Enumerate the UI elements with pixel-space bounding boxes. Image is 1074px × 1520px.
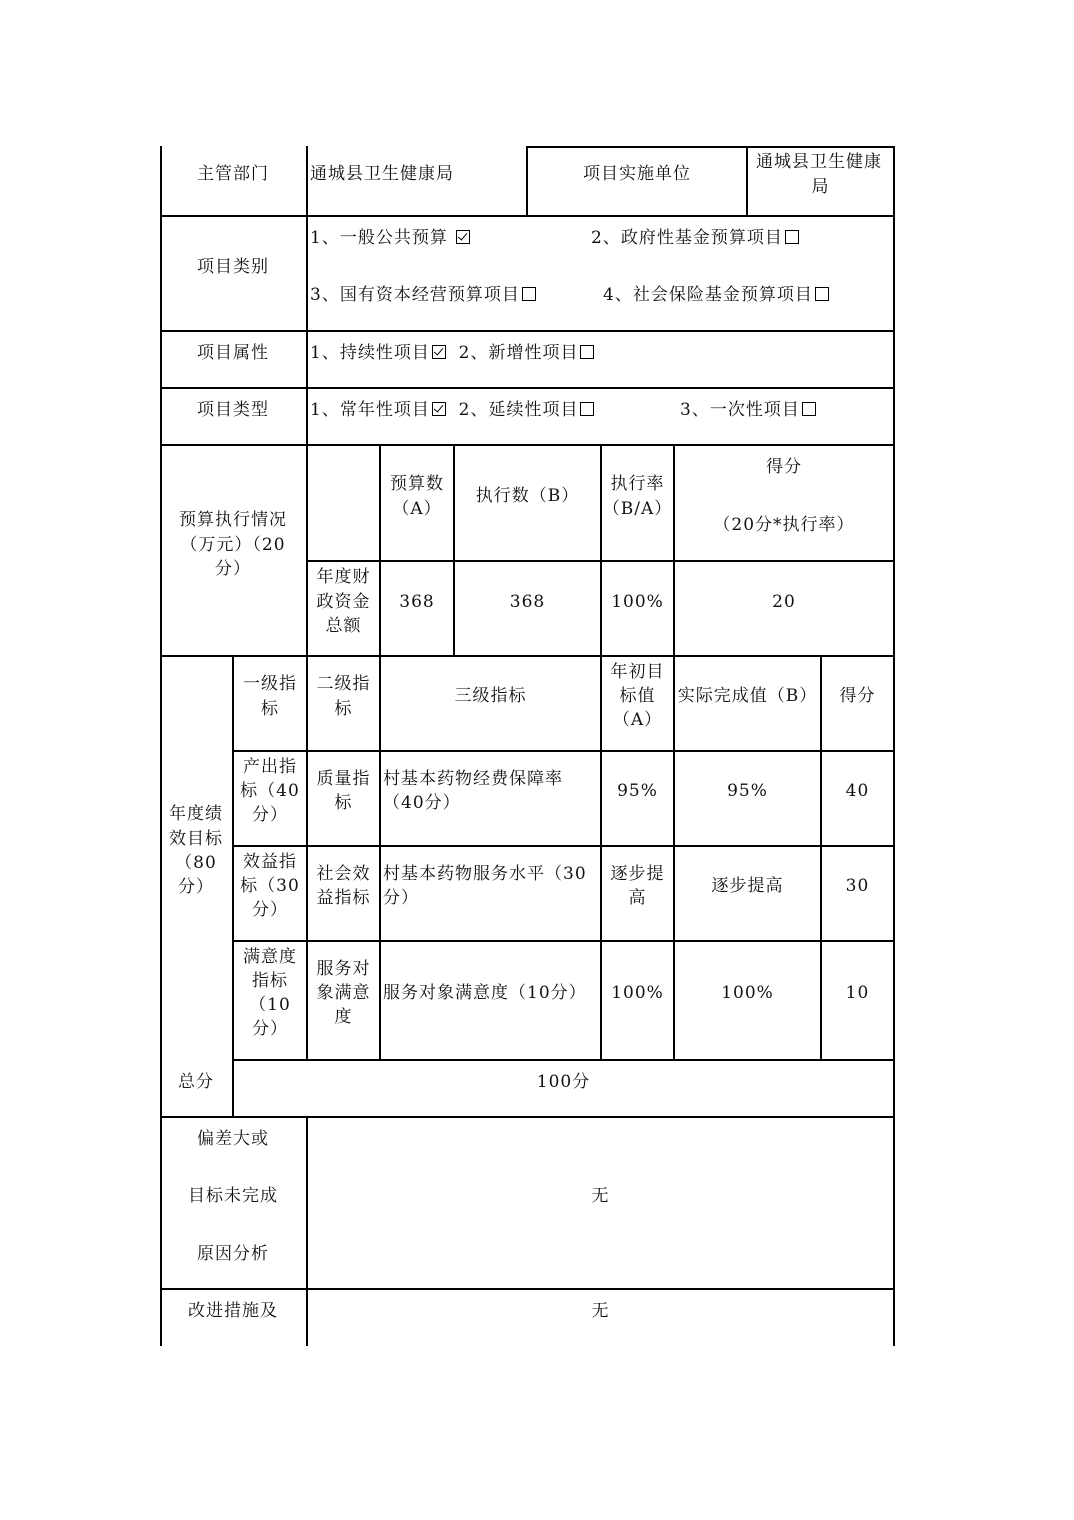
rule bbox=[160, 387, 895, 389]
deviation-label-line1: 偏差大或 bbox=[197, 1129, 269, 1149]
perf-row1-actual: 95% bbox=[727, 781, 768, 801]
rule bbox=[160, 655, 895, 657]
budget-label-line1: 预算执行情况 bbox=[179, 510, 287, 530]
perf-row3-actual: 100% bbox=[721, 983, 774, 1003]
budget-col-score-line1: 得分 bbox=[766, 457, 802, 477]
rule bbox=[232, 1059, 895, 1061]
budget-label-line2: （万元）（20 bbox=[180, 535, 286, 555]
perf-head-target-line1: 年初目 bbox=[610, 662, 665, 682]
perf-row1-lvl3-line2: （40分） bbox=[383, 793, 461, 813]
perf-row1-lvl1-line3: 分） bbox=[252, 805, 288, 825]
category-option-2-label: 2、政府性基金预算项目 bbox=[591, 228, 783, 248]
perf-head-target-line2: 标值 bbox=[619, 686, 656, 706]
checked-checkbox-icon bbox=[432, 345, 446, 359]
perf-head-score: 得分 bbox=[839, 686, 876, 706]
budget-value-b: 368 bbox=[509, 592, 546, 612]
perf-row3-lvl2-line3: 度 bbox=[334, 1007, 353, 1027]
category-option-4-label: 4、社会保险基金预算项目 bbox=[603, 285, 813, 305]
perf-row2-target-line1: 逐步提 bbox=[610, 864, 665, 884]
budget-value-a: 368 bbox=[399, 592, 435, 612]
total-value: 100分 bbox=[536, 1072, 591, 1092]
attribute-label: 项目属性 bbox=[197, 343, 269, 363]
perf-row1-lvl1-line1: 产出指 bbox=[243, 757, 297, 777]
attribute-option-1-label: 1、持续性项目 bbox=[310, 343, 430, 363]
perf-row2-lvl1-line2: 标（30 bbox=[240, 876, 300, 896]
deviation-label-line2: 目标未完成 bbox=[188, 1186, 278, 1206]
type-option-1-label: 1、常年性项目 bbox=[310, 400, 430, 420]
category-option-4 bbox=[603, 283, 829, 307]
dept-value: 通城县卫生健康局 bbox=[310, 164, 454, 184]
budget-col-rate-line1: 执行率 bbox=[610, 474, 665, 494]
type-label: 项目类型 bbox=[197, 400, 269, 420]
perf-row2-lvl2-line1: 社会效 bbox=[316, 864, 371, 884]
table-border-right bbox=[893, 146, 895, 1346]
dept-label: 主管部门 bbox=[197, 164, 269, 184]
perf-row2-score: 30 bbox=[845, 876, 870, 896]
deviation-label-line3: 原因分析 bbox=[197, 1244, 269, 1264]
unchecked-checkbox-icon bbox=[785, 230, 799, 244]
rule bbox=[306, 560, 895, 562]
rule bbox=[306, 146, 308, 446]
category-option-1-label: 1、一般公共预算 bbox=[310, 228, 448, 248]
perf-head-lvl1-line2: 标 bbox=[261, 699, 279, 719]
budget-rate: 100% bbox=[611, 592, 664, 612]
budget-col-rate-line2: （B/A） bbox=[602, 499, 673, 519]
perf-head-lvl2-line1: 二级指 bbox=[316, 674, 371, 694]
perf-row1-lvl2-line1: 质量指 bbox=[316, 769, 371, 789]
attribute-option-2-label: 2、新增性项目 bbox=[458, 343, 579, 363]
unchecked-checkbox-icon bbox=[802, 402, 816, 416]
perf-row3-lvl1-line3: （10 bbox=[249, 995, 291, 1015]
rule bbox=[232, 750, 895, 752]
budget-col-a-line2: （A） bbox=[392, 499, 442, 519]
perf-head-lvl3: 三级指标 bbox=[454, 686, 527, 706]
rule bbox=[160, 330, 895, 332]
perf-label-line4: 分） bbox=[178, 877, 214, 897]
improve-value: 无 bbox=[591, 1301, 610, 1321]
perf-row3-target: 100% bbox=[611, 983, 664, 1003]
table-border-left bbox=[160, 146, 162, 1346]
unit-value-line2: 局 bbox=[811, 177, 830, 197]
checked-checkbox-icon bbox=[432, 402, 446, 416]
attribute-options bbox=[310, 341, 594, 365]
type-option-2-label: 2、延续性项目 bbox=[458, 400, 579, 420]
perf-row3-score: 10 bbox=[845, 983, 870, 1003]
perf-head-target-line3: （A） bbox=[612, 710, 663, 730]
perf-row3-lvl1-line2: 指标 bbox=[252, 971, 288, 991]
perf-row1-lvl3-line1: 村基本药物经费保障率 bbox=[383, 769, 563, 789]
type-option-3-label: 3、一次性项目 bbox=[680, 400, 800, 420]
perf-label-line3: （80 bbox=[175, 853, 217, 873]
perf-row2-lvl2-line2: 益指标 bbox=[316, 888, 371, 908]
improve-label: 改进措施及 bbox=[188, 1301, 278, 1321]
perf-row1-score: 40 bbox=[845, 781, 870, 801]
perf-row2-lvl1-line3: 分） bbox=[252, 900, 288, 920]
rule bbox=[160, 444, 895, 446]
perf-row3-lvl3: 服务对象满意度（10分） bbox=[383, 983, 587, 1003]
perf-head-lvl2-line2: 标 bbox=[334, 699, 353, 719]
category-option-3 bbox=[310, 283, 536, 307]
budget-col-b: 执行数（B） bbox=[475, 486, 580, 506]
rule bbox=[160, 1116, 895, 1118]
rule bbox=[526, 146, 895, 148]
checked-checkbox-icon bbox=[456, 230, 470, 244]
unit-label: 项目实施单位 bbox=[583, 164, 691, 184]
rule bbox=[379, 655, 381, 1060]
perf-row3-lvl2-line1: 服务对 bbox=[316, 959, 371, 979]
unchecked-checkbox-icon bbox=[522, 287, 536, 301]
budget-label-line3: 分） bbox=[215, 559, 251, 579]
type-options-1-2 bbox=[310, 398, 594, 422]
category-label: 项目类别 bbox=[197, 257, 269, 277]
unchecked-checkbox-icon bbox=[580, 345, 594, 359]
type-option-3 bbox=[680, 398, 816, 422]
perf-row1-lvl2-line2: 标 bbox=[334, 793, 353, 813]
budget-col-score-line2: （20分*执行率） bbox=[713, 515, 855, 535]
budget-col-a-line1: 预算数 bbox=[390, 474, 444, 494]
perf-row1-lvl1-line2: 标（40 bbox=[240, 781, 300, 801]
perf-label-line2: 效目标 bbox=[169, 829, 223, 849]
budget-row-label-line2: 政资金 bbox=[316, 592, 371, 612]
rule bbox=[160, 1288, 895, 1290]
total-label: 总分 bbox=[178, 1072, 214, 1092]
deviation-value: 无 bbox=[591, 1186, 610, 1206]
unit-value-line1: 通城县卫生健康 bbox=[756, 152, 882, 172]
unchecked-checkbox-icon bbox=[580, 402, 594, 416]
perf-row2-lvl3-line2: 分） bbox=[383, 888, 419, 908]
perf-row2-target-line2: 高 bbox=[628, 888, 647, 908]
unchecked-checkbox-icon bbox=[815, 287, 829, 301]
category-option-3-label: 3、国有资本经营预算项目 bbox=[310, 285, 520, 305]
budget-row-label-line3: 总额 bbox=[325, 616, 362, 636]
perf-row2-actual: 逐步提高 bbox=[711, 876, 784, 896]
perf-row1-target: 95% bbox=[617, 781, 658, 801]
category-option-1 bbox=[310, 226, 470, 250]
perf-head-lvl1-line1: 一级指 bbox=[243, 674, 297, 694]
category-option-2 bbox=[591, 226, 799, 250]
perf-row3-lvl1-line1: 满意度 bbox=[243, 947, 297, 967]
rule bbox=[160, 215, 895, 217]
rule bbox=[453, 444, 455, 656]
perf-row2-lvl1-line1: 效益指 bbox=[243, 852, 297, 872]
perf-head-actual: 实际完成值（B） bbox=[677, 686, 818, 706]
perf-row3-lvl1-line4: 分） bbox=[252, 1019, 288, 1039]
budget-score: 20 bbox=[772, 592, 796, 612]
budget-row-label-line1: 年度财 bbox=[316, 567, 371, 587]
perf-row2-lvl3-line1: 村基本药物服务水平（30 bbox=[383, 864, 587, 884]
perf-label-line1: 年度绩 bbox=[169, 804, 223, 824]
perf-row3-lvl2-line2: 象满意 bbox=[316, 983, 371, 1003]
rule bbox=[232, 845, 895, 847]
rule bbox=[232, 940, 895, 942]
